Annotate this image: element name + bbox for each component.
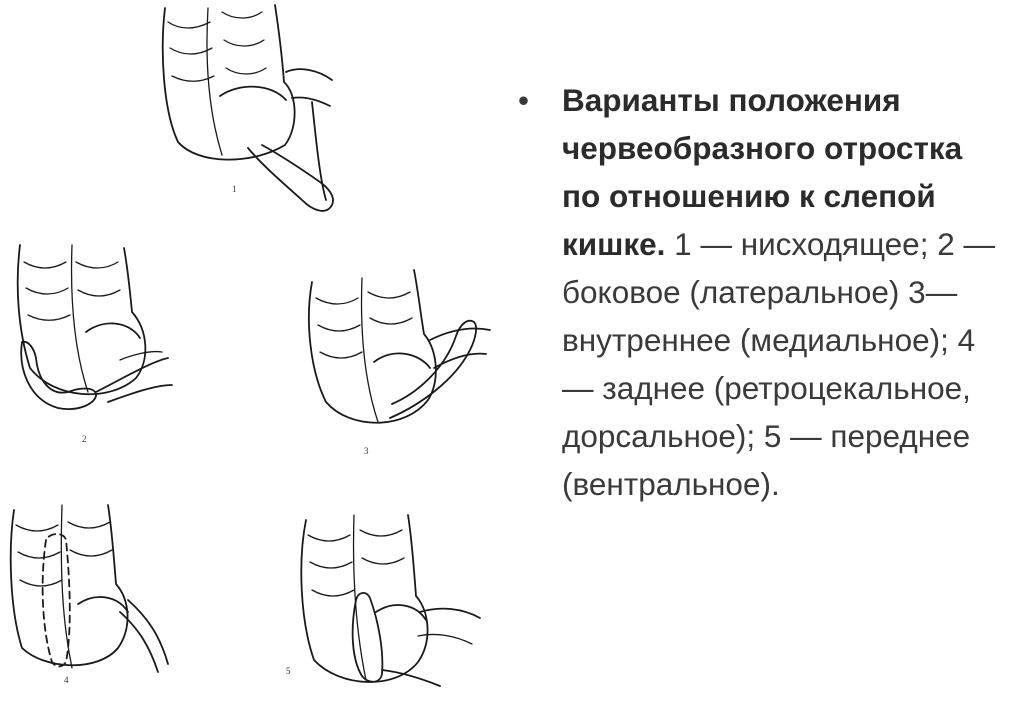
drawing-3-medial [309,270,490,456]
drawing-4-retrocecal [11,505,168,685]
caption-text [562,76,1008,508]
caption-bullet-item [518,76,1008,508]
label-5: 5 [286,666,291,676]
caption-rest: 1 — нисходящее; 2 — боковое (латеральное) 3— внутреннее (медиальное); 4 — заднее (ретроцекальное, дорсальное); 5 — переднее (вентральное). [562,226,995,502]
bullet-marker: • [518,82,530,118]
drawing-2-lateral [18,245,172,444]
label-1: 1 [232,184,237,194]
label-3: 3 [364,446,369,456]
label-2: 2 [82,434,87,444]
drawing-1-descending [163,5,333,211]
caption-bold: Варианты положения червеобразного отростка по отношению к слепой кишке. [562,82,963,262]
label-4: 4 [64,675,69,685]
drawing-5-ventral [286,515,480,686]
